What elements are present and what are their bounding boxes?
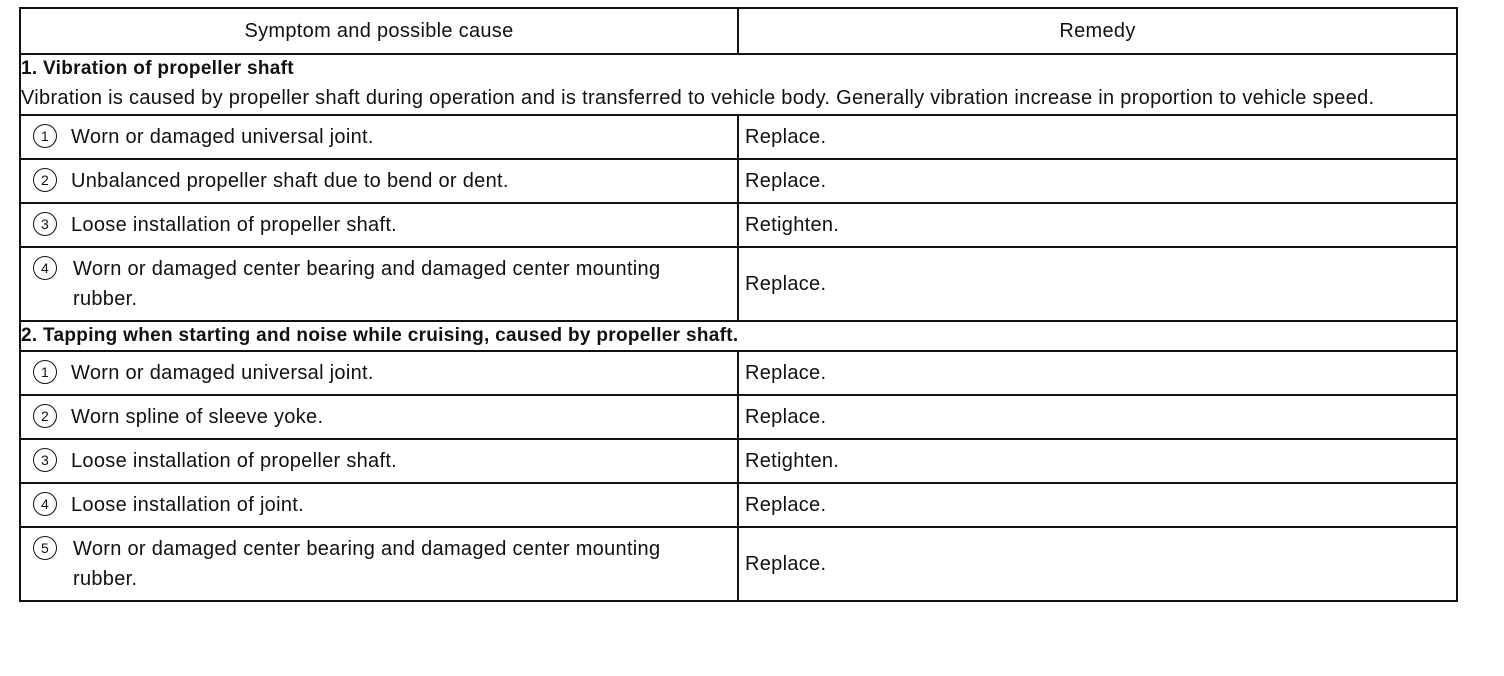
circled-number: 1 [33,360,57,384]
cause-text: Loose installation of propeller shaft. [71,214,398,236]
remedy-text: Replace. [738,351,1457,395]
remedy-text: Retighten. [738,203,1457,247]
cause-text: Worn or damaged universal joint. [71,126,374,148]
circled-number: 3 [33,212,57,236]
circled-number: 4 [33,492,57,516]
circled-number: 2 [33,404,57,428]
circled-number: 1 [33,124,57,148]
table-row [20,527,1457,601]
cause-text: Loose installation of joint. [71,494,304,516]
remedy-text: Replace. [738,115,1457,159]
table-row [20,351,1457,395]
remedy-text: Replace. [738,395,1457,439]
remedy-text: Replace. [738,527,1457,601]
table-row [20,115,1457,159]
cause-text: Worn spline of sleeve yoke. [71,406,324,428]
table-row [20,395,1457,439]
cause-text: Unbalanced propeller shaft due to bend or dent. [71,170,509,192]
circled-number: 3 [33,448,57,472]
troubleshooting-table [19,7,1458,602]
table-row [20,439,1457,483]
section-description: Vibration is caused by propeller shaft during operation and is transferred to vehicle body. Generally vibration increase in proportion to vehicle speed. [21,87,1375,109]
circled-number: 4 [33,256,57,280]
section-title: 2. Tapping when starting and noise while cruising, caused by propeller shaft. [21,325,739,346]
header-cause: Symptom and possible cause [20,8,738,54]
remedy-text: Replace. [738,247,1457,321]
cause-text: Worn or damaged center bearing and damaged center mounting rubber. [73,538,661,590]
table-row [20,203,1457,247]
header-remedy: Remedy [738,8,1457,54]
circled-number: 5 [33,536,57,560]
header-row [20,8,1457,54]
section-1-header [20,54,1457,115]
remedy-text: Replace. [738,483,1457,527]
section-2-header [20,321,1457,351]
circled-number: 2 [33,168,57,192]
section-title: 1. Vibration of propeller shaft [21,58,294,79]
remedy-text: Replace. [738,159,1457,203]
cause-text: Loose installation of propeller shaft. [71,450,398,472]
remedy-text: Retighten. [738,439,1457,483]
table-row [20,247,1457,321]
table-row [20,483,1457,527]
table-row [20,159,1457,203]
cause-text: Worn or damaged center bearing and damaged center mounting rubber. [73,258,661,310]
cause-text: Worn or damaged universal joint. [71,362,374,384]
